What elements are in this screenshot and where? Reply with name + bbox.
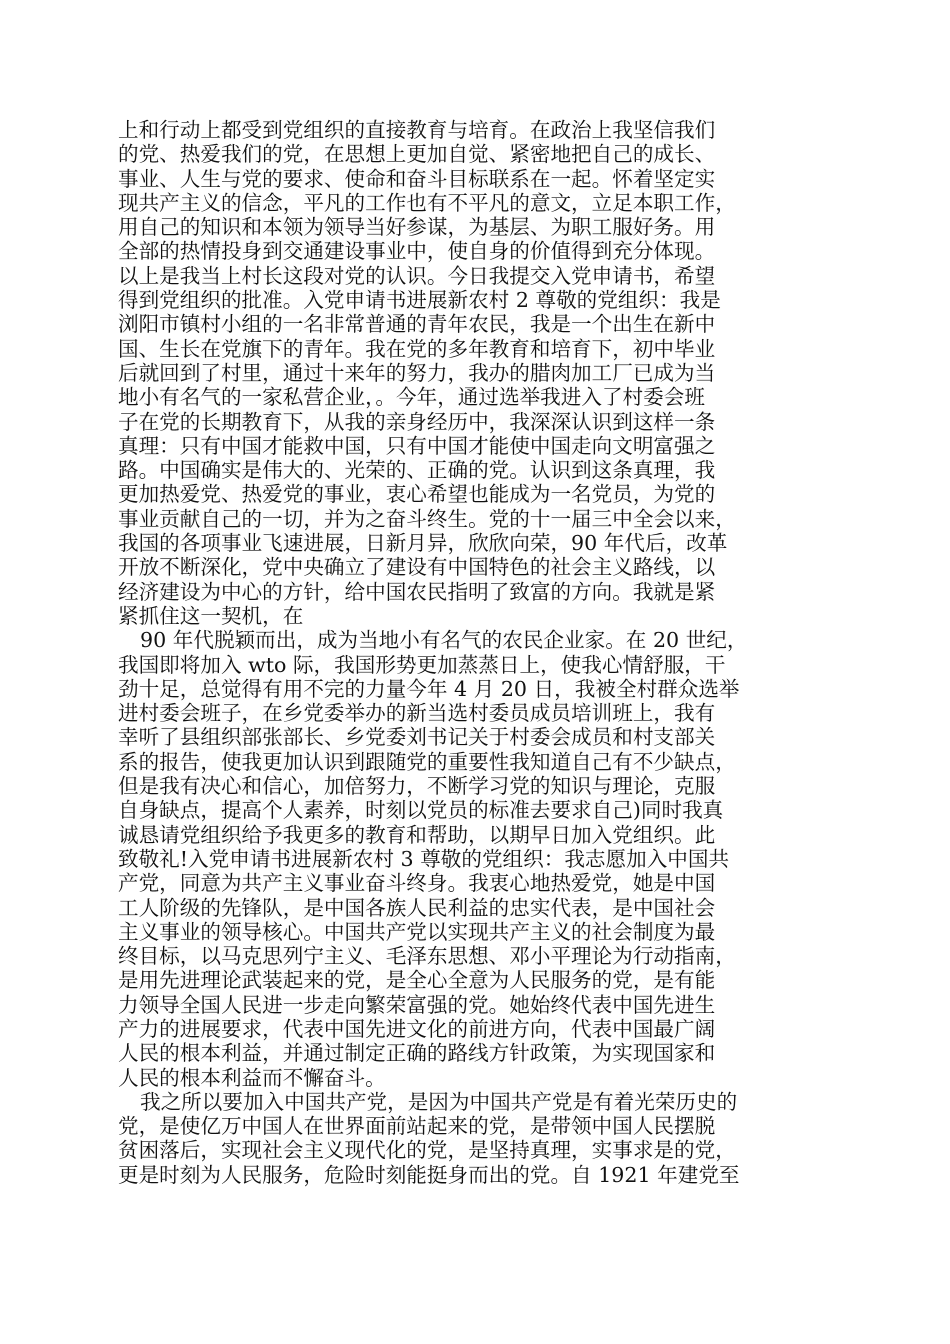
text-line: 人民的根本利益而不懈奋斗。 — [118, 1065, 386, 1090]
text-line: 力领导全国人民进一步走向繁荣富强的党。她始终代表中国先进生 — [118, 992, 716, 1017]
text-line: 我国的各项事业飞速进展，日新月异，欣欣向荣，90 年代后，改革 — [118, 531, 728, 556]
text-line: 现共产主义的信念，平凡的工作也有不平凡的意文，立足本职工作， — [118, 190, 736, 215]
text-line: 自身缺点，提高个人素养，时刻以党员的标准去要求自己)同时我真 — [118, 798, 724, 823]
text-line: 致敬礼!入党申请书进展新农村 3 尊敬的党组织：我志愿加入中国共 — [118, 846, 730, 871]
text-line: 更是时刻为人民服务，危险时刻能挺身而出的党。自 1921 年建党至 — [118, 1162, 740, 1187]
text-line: 诚恳请党组织给予我更多的教育和帮助，以期早日加入党组织。此 — [118, 822, 716, 847]
text-line: 人民的根本利益，并通过制定正确的路线方针政策，为实现国家和 — [118, 1041, 716, 1066]
text-line: 主义事业的领导核心。中国共产党以实现共产主义的社会制度为最 — [118, 919, 716, 944]
text-line: 以上是我当上村长这段对党的认识。今日我提交入党申请书，希望 — [118, 263, 716, 288]
text-line: 是用先进理论武装起来的党，是全心全意为人民服务的党，是有能 — [118, 968, 716, 993]
text-line: 路。中国确实是伟大的、光荣的、正确的党。认识到这条真理，我 — [118, 458, 716, 483]
text-line: 终目标，以马克思列宁主义、毛泽东思想、邓小平理论为行动指南， — [118, 944, 736, 969]
text-line: 90 年代脱颖而出，成为当地小有名气的农民企业家。在 20 世纪， — [140, 628, 748, 653]
text-line: 浏阳市镇村小组的一名非常普通的青年农民，我是一个出生在新中 — [118, 312, 716, 337]
text-line: 幸听了县组织部张部长、乡党委刘书记关于村委会成员和村支部关 — [118, 725, 716, 750]
text-line: 我之所以要加入中国共产党，是因为中国共产党是有着光荣历史的 — [140, 1089, 738, 1114]
text-line: 产力的进展要求，代表中国先进文化的前进方向，代表中国最广阔 — [118, 1016, 716, 1041]
text-line: 全部的热情投身到交通建设事业中，使自身的价值得到充分体现。 — [118, 239, 716, 264]
text-line: 开放不断深化，党中央确立了建设有中国特色的社会主义路线，以 — [118, 555, 716, 580]
text-line: 经济建设为中心的方针，给中国农民指明了致富的方向。我就是紧 — [118, 579, 716, 604]
text-line: 事业贡献自己的一切，并为之奋斗终生。党的十一届三中全会以来， — [118, 506, 736, 531]
text-line: 贫困落后，实现社会主义现代化的党，是坚持真理，实事求是的党， — [118, 1138, 736, 1163]
text-line: 的党、热爱我们的党，在思想上更加自觉、紧密地把自己的成长、 — [118, 142, 716, 167]
text-line: 进村委会班子，在乡党委举办的新当选村委员成员培训班上，我有 — [118, 701, 716, 726]
text-line: 工人阶级的先锋队，是中国各族人民利益的忠实代表，是中国社会 — [118, 895, 716, 920]
text-line: 真理：只有中国才能救中国，只有中国才能使中国走向文明富强之 — [118, 433, 716, 458]
text-line: 系的报告，使我更加认识到跟随党的重要性我知道自己有不少缺点， — [118, 749, 736, 774]
text-line: 但是我有决心和信心，加倍努力，不断学习党的知识与理论，克服 — [118, 774, 716, 799]
text-line: 劲十足，总觉得有用不完的力量今年 4 月 20 日，我被全村群众选举 — [118, 676, 740, 701]
text-line: 子在党的长期教育下，从我的亲身经历中，我深深认识到这样一条 — [118, 409, 716, 434]
text-line: 紧抓住这一契机，在 — [118, 603, 304, 628]
text-line: 事业、人生与党的要求、使命和奋斗目标联系在一起。怀着坚定实 — [118, 166, 716, 191]
text-line: 地小有名气的一家私营企业，。今年，通过选举我进入了村委会班 — [118, 385, 705, 410]
text-line: 我国即将加入 wto 际，我国形势更加蒸蒸日上，使我心情舒服，干 — [118, 652, 726, 677]
text-line: 得到党组织的批准。入党申请书进展新农村 2 尊敬的党组织：我是 — [118, 288, 721, 313]
text-line: 后就回到了村里，通过十来年的努力，我办的腊肉加工厂已成为当 — [118, 360, 716, 385]
text-line: 上和行动上都受到党组织的直接教育与培育。在政治上我坚信我们 — [118, 118, 716, 142]
body-text — [118, 118, 838, 1187]
text-line: 党，是使亿万中国人在世界面前站起来的党，是带领中国人民摆脱 — [118, 1114, 716, 1139]
text-line: 更加热爱党、热爱党的事业，衷心希望也能成为一名党员，为党的 — [118, 482, 716, 507]
text-line: 用自己的知识和本领为领导当好参谋，为基层、为职工服好务。用 — [118, 215, 716, 240]
text-line: 国、生长在党旗下的青年。我在党的多年教育和培育下，初中毕业 — [118, 336, 716, 361]
text-line: 产党，同意为共产主义事业奋斗终身。我衷心地热爱党，她是中国 — [118, 871, 716, 896]
